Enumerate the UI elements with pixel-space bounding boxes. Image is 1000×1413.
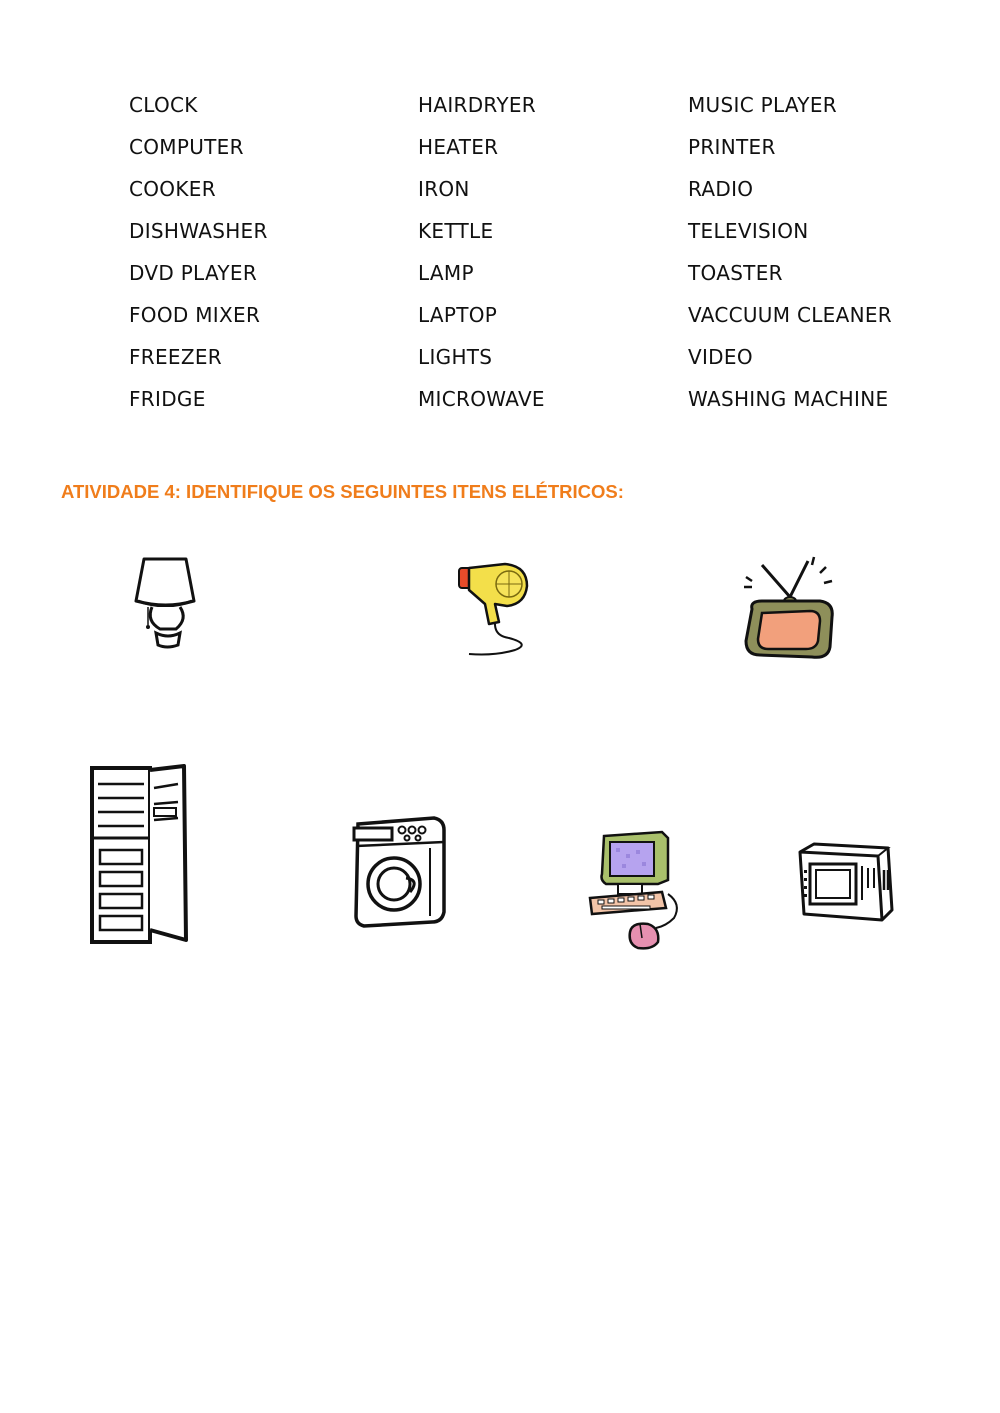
word-column-2 — [418, 88, 545, 424]
word-item: MICROWAVE — [418, 387, 545, 411]
hairdryer-icon — [455, 560, 535, 660]
word-item: LIGHTS — [418, 345, 493, 369]
television-icon — [740, 555, 840, 665]
word-item: TELEVISION — [688, 219, 809, 243]
word-item: TOASTER — [688, 261, 783, 285]
word-item: IRON — [418, 177, 470, 201]
word-item: FOOD MIXER — [129, 303, 261, 327]
lamp-icon — [130, 555, 208, 653]
word-item: DVD PLAYER — [129, 261, 258, 285]
word-item: LAMP — [418, 261, 474, 285]
microwave-icon — [796, 840, 896, 924]
word-item: KETTLE — [418, 219, 494, 243]
washing-machine-icon — [350, 812, 450, 932]
word-item: VIDEO — [688, 345, 753, 369]
word-column-3 — [688, 88, 892, 424]
word-item: RADIO — [688, 177, 754, 201]
word-item: HAIRDRYER — [418, 93, 536, 117]
word-item: WASHING MACHINE — [688, 387, 889, 411]
word-item: DISHWASHER — [129, 219, 268, 243]
word-item: HEATER — [418, 135, 499, 159]
word-item: LAPTOP — [418, 303, 498, 327]
fridge-icon — [88, 764, 192, 948]
word-item: CLOCK — [129, 93, 198, 117]
activity-heading: ATIVIDADE 4: IDENTIFIQUE OS SEGUINTES ITENS ELÉTRICOS: — [61, 481, 624, 502]
word-item: COMPUTER — [129, 135, 244, 159]
word-item: FREEZER — [129, 345, 223, 369]
computer-icon — [582, 828, 692, 958]
word-item: VACCUUM CLEANER — [688, 303, 892, 327]
word-item: FRIDGE — [129, 387, 206, 411]
word-column-1 — [129, 88, 268, 424]
word-item: COOKER — [129, 177, 216, 201]
word-item: MUSIC PLAYER — [688, 93, 837, 117]
word-item: PRINTER — [688, 135, 776, 159]
